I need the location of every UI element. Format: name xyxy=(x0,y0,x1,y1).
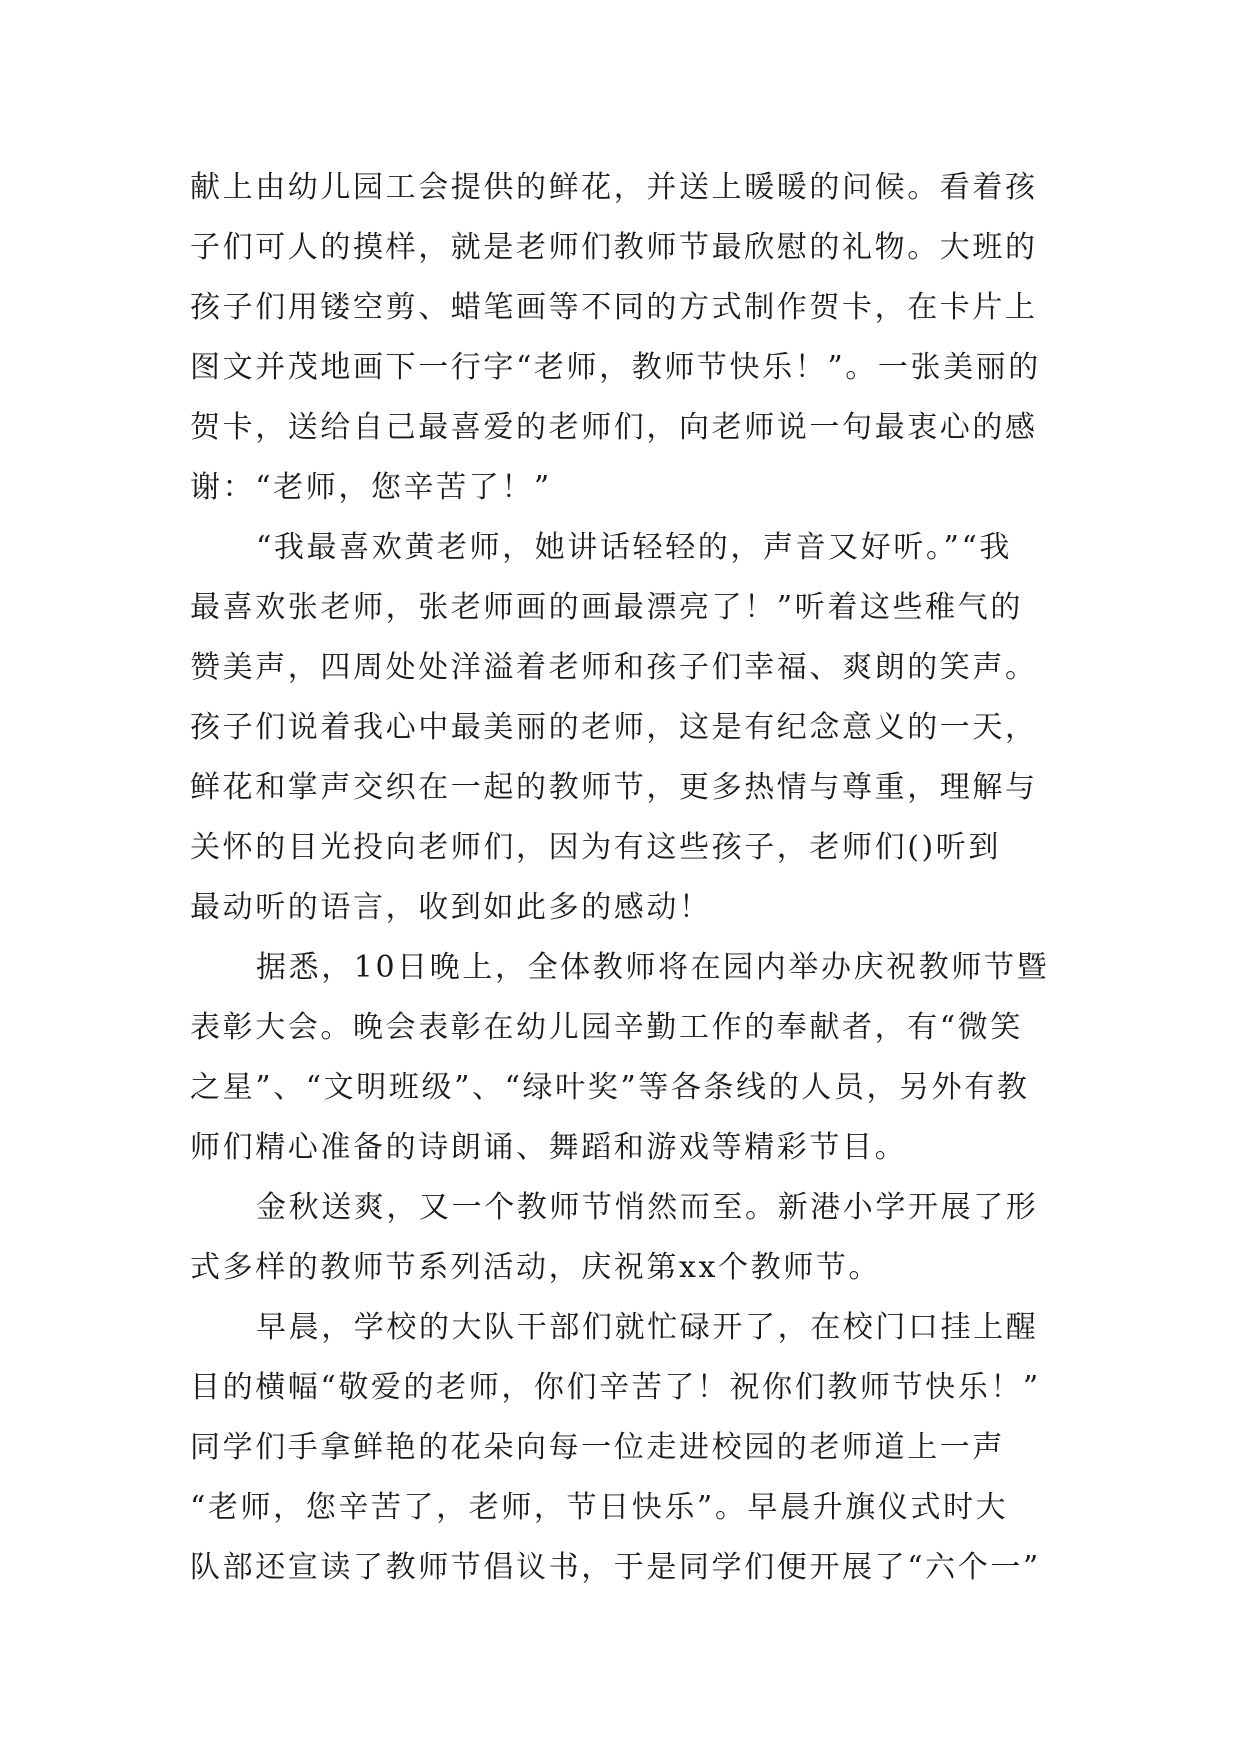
text-line: 鲜花和掌声交织在一起的教师节，更多热情与尊重，理解与 xyxy=(190,770,1038,805)
text-line: 图文并茂地画下一行字“老师，教师节快乐！”。一张美丽的 xyxy=(190,350,1041,385)
text-line: 之星”、“文明班级”、“绿叶奖”等各条线的人员，另外有教 xyxy=(190,1070,1030,1105)
text-line: 式多样的教师节系列活动，庆祝第xx个教师节。 xyxy=(190,1250,882,1285)
text-line: 关怀的目光投向老师们，因为有这些孩子，老师们()听到 xyxy=(190,830,1002,865)
text-line: 贺卡，送给自己最喜爱的老师们，向老师说一句最衷心的感 xyxy=(190,410,1038,445)
text-line: 目的横幅“敬爱的老师，你们辛苦了！祝你们教师节快乐！” xyxy=(190,1370,1041,1405)
text-line: 师们精心准备的诗朗诵、舞蹈和游戏等精彩节目。 xyxy=(190,1130,908,1165)
text-line: 队部还宣读了教师节倡议书，于是同学们便开展了“六个一” xyxy=(190,1550,1041,1585)
paragraph-first-line: 早晨，学校的大队干部们就忙碌开了，在校门口挂上醒 xyxy=(256,1310,1039,1345)
text-line: “老师，您辛苦了，老师，节日快乐”。早晨升旗仪式时大 xyxy=(190,1490,1009,1525)
body-text xyxy=(190,158,1070,1598)
text-line: 孩子们用镂空剪、蜡笔画等不同的方式制作贺卡，在卡片上 xyxy=(190,290,1038,325)
paragraph-first-line: “我最喜欢黄老师，她讲话轻轻的，声音又好听。”“我 xyxy=(256,530,1013,565)
text-line: 孩子们说着我心中最美丽的老师，这是有纪念意义的一天， xyxy=(190,710,1038,745)
text-line: 表彰大会。晚会表彰在幼儿园辛勤工作的奉献者，有“微笑 xyxy=(190,1010,1023,1045)
text-line: 最喜欢张老师，张老师画的画最漂亮了！”听着这些稚气的 xyxy=(190,590,1023,625)
text-line: 子们可人的摸样，就是老师们教师节最欣慰的礼物。大班的 xyxy=(190,230,1038,265)
text-line: 谢：“老师，您辛苦了！” xyxy=(190,470,552,505)
paragraph-first-line: 据悉，10日晚上，全体教师将在园内举办庆祝教师节暨 xyxy=(256,950,1050,985)
text-line: 献上由幼儿园工会提供的鲜花，并送上暖暖的问候。看着孩 xyxy=(190,170,1038,205)
text-line: 同学们手拿鲜艳的花朵向每一位走进校园的老师道上一声 xyxy=(190,1430,1005,1465)
text-line: 赞美声，四周处处洋溢着老师和孩子们幸福、爽朗的笑声。 xyxy=(190,650,1038,685)
text-line: 最动听的语言，收到如此多的感动！ xyxy=(190,890,712,925)
paragraph-first-line: 金秋送爽，又一个教师节悄然而至。新港小学开展了形 xyxy=(256,1190,1039,1225)
